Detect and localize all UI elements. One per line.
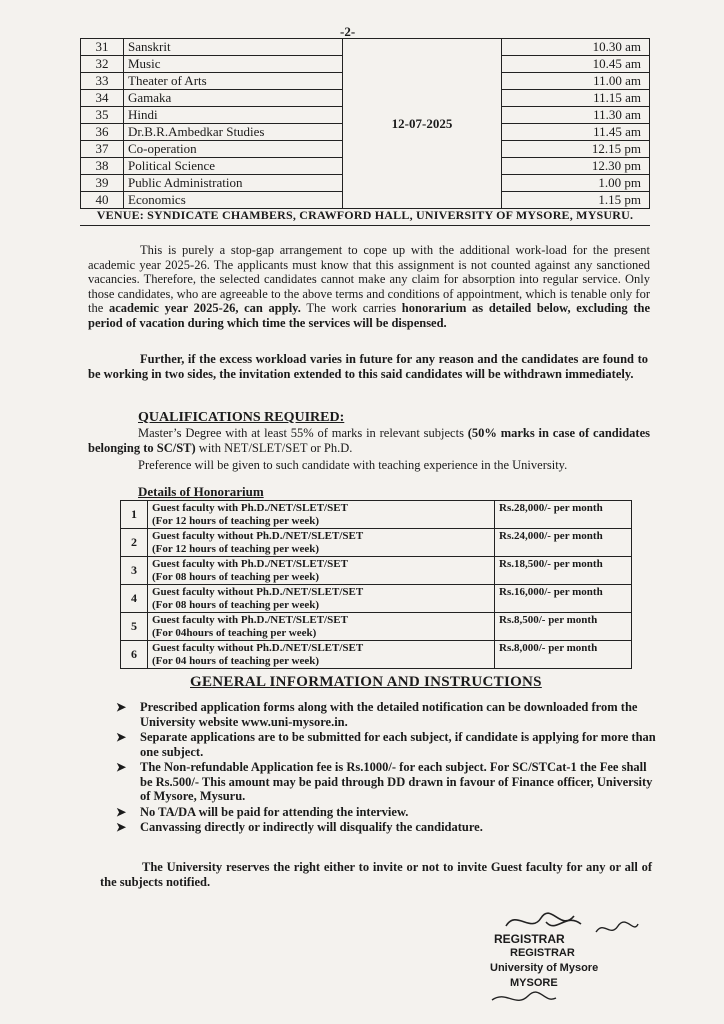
para1-bold-b: honorarium as detailed below, excluding the period of vacation during which time the services will be dispensed. bbox=[88, 301, 650, 330]
instruction-text: Prescribed application forms along with the detailed notification can be downloaded from the University website www.uni-mysore.in. bbox=[140, 700, 638, 729]
instructions-list bbox=[116, 700, 656, 836]
honorarium-category: Guest faculty without Ph.D./NET/SLET/SET bbox=[152, 642, 364, 654]
signature-line-3: University of Mysore bbox=[490, 962, 599, 974]
schedule-time: 10.45 am bbox=[502, 56, 650, 73]
honorarium-table bbox=[120, 500, 632, 669]
schedule-subject: Dr.B.R.Ambedkar Studies bbox=[124, 124, 343, 141]
registrar-signature-stamp bbox=[486, 904, 646, 1014]
workload-paragraph: Further, if the excess workload varies in future for any reason and the candidates are found to be working in two sides, the invitation extended to this said candidates will be withdrawn immediately. bbox=[88, 352, 648, 381]
honorarium-category: Guest faculty with Ph.D./NET/SLET/SET bbox=[152, 558, 348, 570]
honorarium-amount: Rs.16,000/- per month bbox=[495, 585, 632, 613]
qualifications-text-b: with NET/SLET/SET or Ph.D. bbox=[195, 440, 353, 455]
honorarium-amount: Rs.8,500/- per month bbox=[495, 613, 632, 641]
schedule-time: 1.00 pm bbox=[502, 175, 650, 192]
schedule-subject: Gamaka bbox=[124, 90, 343, 107]
honorarium-amount: Rs.24,000/- per month bbox=[495, 529, 632, 557]
honorarium-amount: Rs.28,000/- per month bbox=[495, 501, 632, 529]
honorarium-row bbox=[121, 529, 632, 557]
instruction-item bbox=[116, 730, 656, 759]
honorarium-category: Guest faculty with Ph.D./NET/SLET/SET bbox=[152, 614, 348, 626]
signature-line-4: MYSORE bbox=[510, 977, 558, 989]
instruction-item bbox=[116, 760, 656, 804]
instruction-item bbox=[116, 820, 656, 835]
honorarium-description bbox=[148, 613, 495, 641]
preference-line: Preference will be given to such candidate with teaching experience in the University. bbox=[138, 458, 568, 472]
honorarium-serial: 1 bbox=[121, 501, 148, 529]
schedule-serial: 36 bbox=[81, 124, 124, 141]
honorarium-category: Guest faculty without Ph.D./NET/SLET/SET bbox=[152, 586, 364, 598]
schedule-serial: 39 bbox=[81, 175, 124, 192]
arrow-bullet-icon: ➤ bbox=[116, 700, 127, 714]
qualifications-paragraph bbox=[88, 426, 650, 455]
honorarium-serial: 5 bbox=[121, 613, 148, 641]
schedule-time: 12.15 pm bbox=[502, 141, 650, 158]
honorarium-description bbox=[148, 641, 495, 669]
arrow-bullet-icon: ➤ bbox=[116, 804, 127, 819]
schedule-subject: Co-operation bbox=[124, 141, 343, 158]
schedule-row bbox=[81, 39, 650, 56]
honorarium-row bbox=[121, 501, 632, 529]
schedule-time: 11.00 am bbox=[502, 73, 650, 90]
schedule-serial: 31 bbox=[81, 39, 124, 56]
instruction-text: Canvassing directly or indirectly will disqualify the candidature. bbox=[140, 820, 483, 834]
schedule-time: 10.30 am bbox=[502, 39, 650, 56]
honorarium-hours: (For 04hours of teaching per week) bbox=[152, 626, 317, 639]
honorarium-serial: 6 bbox=[121, 641, 148, 669]
instruction-text: Separate applications are to be submitted for each subject, if candidate is applying for more than one subject. bbox=[140, 730, 656, 759]
schedule-time: 11.45 am bbox=[502, 124, 650, 141]
schedule-subject: Music bbox=[124, 56, 343, 73]
para1-text-b: The work carries bbox=[300, 301, 402, 315]
qualifications-bold: (50% marks in case of candidates belonging to SC/ST) bbox=[88, 426, 650, 455]
closing-paragraph: The University reserves the right either to invite or not to invite Guest faculty for any or all of the subjects notified. bbox=[100, 860, 652, 889]
schedule-serial: 33 bbox=[81, 73, 124, 90]
honorarium-serial: 4 bbox=[121, 585, 148, 613]
signature-line-2: REGISTRAR bbox=[510, 947, 575, 959]
arrow-bullet-icon: ➤ bbox=[116, 820, 127, 834]
instruction-item bbox=[116, 805, 656, 820]
honorarium-description bbox=[148, 501, 495, 529]
schedule-time: 11.30 am bbox=[502, 107, 650, 124]
honorarium-row bbox=[121, 613, 632, 641]
honorarium-description bbox=[148, 557, 495, 585]
schedule-subject: Theater of Arts bbox=[124, 73, 343, 90]
signature-line-1: REGISTRAR bbox=[494, 932, 565, 946]
honorarium-hours: (For 08 hours of teaching per week) bbox=[152, 570, 320, 583]
instruction-text: The Non-refundable Application fee is Rs.1000/- for each subject. For SC/STCat-1 the Fee shall be Rs.500/- This amount may be paid through DD drawn in favour of Finance officer, University of Mysore, Mysuru. bbox=[140, 760, 653, 803]
arrow-bullet-icon: ➤ bbox=[116, 730, 127, 744]
honorarium-heading: Details of Honorarium bbox=[138, 484, 264, 499]
honorarium-hours: (For 12 hours of teaching per week) bbox=[152, 514, 320, 527]
honorarium-hours: (For 04 hours of teaching per week) bbox=[152, 654, 320, 667]
schedule-subject: Political Science bbox=[124, 158, 343, 175]
honorarium-amount: Rs.18,500/- per month bbox=[495, 557, 632, 585]
honorarium-row bbox=[121, 557, 632, 585]
honorarium-row bbox=[121, 641, 632, 669]
schedule-serial: 40 bbox=[81, 192, 124, 209]
honorarium-row bbox=[121, 585, 632, 613]
general-info-heading: GENERAL INFORMATION AND INSTRUCTIONS bbox=[190, 674, 542, 690]
honorarium-serial: 3 bbox=[121, 557, 148, 585]
stop-gap-paragraph bbox=[88, 243, 650, 330]
arrow-bullet-icon: ➤ bbox=[116, 760, 127, 774]
honorarium-category: Guest faculty without Ph.D./NET/SLET/SET bbox=[152, 530, 364, 542]
honorarium-hours: (For 12 hours of teaching per week) bbox=[152, 542, 320, 555]
instruction-text: No TA/DA will be paid for attending the interview. bbox=[140, 804, 409, 819]
schedule-serial: 35 bbox=[81, 107, 124, 124]
page-number: -2- bbox=[340, 24, 356, 39]
signature-scribble bbox=[486, 904, 646, 1014]
instruction-item bbox=[116, 700, 656, 729]
interview-date: 12-07-2025 bbox=[343, 39, 502, 209]
schedule-subject: Economics bbox=[124, 192, 343, 209]
qualifications-heading: QUALIFICATIONS REQUIRED: bbox=[138, 410, 345, 425]
schedule-subject: Hindi bbox=[124, 107, 343, 124]
honorarium-amount: Rs.8,000/- per month bbox=[495, 641, 632, 669]
honorarium-description bbox=[148, 529, 495, 557]
schedule-subject: Public Administration bbox=[124, 175, 343, 192]
honorarium-serial: 2 bbox=[121, 529, 148, 557]
venue-line: VENUE: SYNDICATE CHAMBERS, CRAWFORD HALL, UNIVERSITY OF MYSORE, MYSURU. bbox=[80, 208, 650, 226]
schedule-serial: 38 bbox=[81, 158, 124, 175]
para1-text-a: This is purely a stop-gap arrangement to cope up with the additional work-load for the present academic year 2025-26. The applicants must know that this assignment is not counted against any sanctioned vacancies. Therefore, the selected candidates cannot make any claim for absorption into regular service. Only those candidates, who are agreeable to the above terms and conditions of appointment, which is tenable only for the bbox=[88, 243, 650, 315]
schedule-serial: 37 bbox=[81, 141, 124, 158]
schedule-time: 12.30 pm bbox=[502, 158, 650, 175]
schedule-serial: 32 bbox=[81, 56, 124, 73]
qualifications-text-a: Master’s Degree with at least 55% of marks in relevant subjects bbox=[138, 426, 468, 440]
schedule-time: 1.15 pm bbox=[502, 192, 650, 209]
interview-schedule-table bbox=[80, 38, 650, 209]
para1-bold-a: academic year 2025-26, can apply. bbox=[108, 301, 301, 315]
honorarium-hours: (For 08 hours of teaching per week) bbox=[152, 598, 320, 611]
schedule-serial: 34 bbox=[81, 90, 124, 107]
honorarium-description bbox=[148, 585, 495, 613]
schedule-time: 11.15 am bbox=[502, 90, 650, 107]
honorarium-category: Guest faculty with Ph.D./NET/SLET/SET bbox=[152, 502, 348, 514]
schedule-subject: Sanskrit bbox=[124, 39, 343, 56]
